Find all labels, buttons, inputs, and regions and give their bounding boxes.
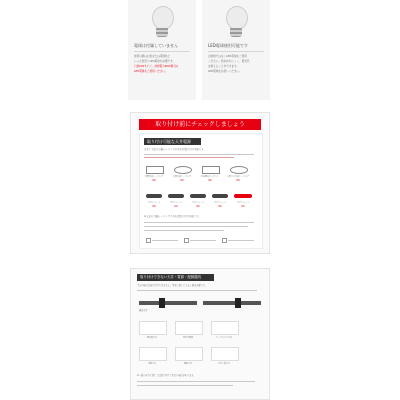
- ok-tag: OK: [152, 179, 156, 182]
- rail-label: ダクトレール: [148, 202, 160, 204]
- check-note: ※上記の引掛シーリングであれば取り付け可能です。: [144, 215, 201, 218]
- light-bulb-icon: [226, 6, 248, 30]
- check-intro: 天井に下記の引掛シーリングがあれば取り付け可能です。: [144, 148, 206, 151]
- ceiling-fitting-icon: [174, 166, 192, 174]
- card-text-line: LED電球をお使いください。: [208, 70, 242, 73]
- text-line: [144, 222, 254, 223]
- card-text-line-red: 口金E26サイズ、消費電力60W相当の: [134, 65, 179, 68]
- fitting-label: 丸型フル引掛シーリング: [227, 176, 249, 178]
- ng-item-illustration: [139, 321, 167, 335]
- ng-item-illustration: [175, 321, 203, 335]
- check-banner: 取り付け前にチェックしましょう: [139, 119, 261, 130]
- ng-item-label: ワークライン天井: [216, 337, 232, 339]
- ok-tag: OK: [208, 179, 212, 182]
- ng-item-label: ボタン型天井: [217, 363, 230, 365]
- fitting-label: 丸型引掛シーリング: [173, 176, 191, 178]
- rail-label: 傾斜天井: [139, 309, 148, 312]
- ceiling-fitting-icon: [230, 166, 248, 174]
- rail-label: ダクトレール: [170, 202, 182, 204]
- checkbox-icon: [146, 238, 151, 243]
- rail-plug-icon: [235, 298, 241, 308]
- ceiling-fitting-icon: [146, 166, 164, 174]
- card-title: 電球は付属していません: [134, 43, 178, 48]
- duct-rail-icon: [212, 194, 228, 198]
- ng-banner: 取り付けできない天井・電源・配線器具: [137, 274, 214, 281]
- card-no-bulb: [128, 0, 196, 100]
- ceiling-fitting-icon: [202, 166, 220, 174]
- ok-tag: OK: [236, 179, 240, 182]
- rail-illustration-1: [139, 301, 197, 305]
- ng-item-illustration: [139, 347, 167, 361]
- rail-label: ダクトレール: [237, 202, 249, 204]
- ng-item-illustration: [211, 321, 239, 335]
- card-title: LED電球使用可能です: [208, 43, 248, 48]
- text-line: [152, 240, 178, 241]
- check-inner-panel: [139, 133, 263, 249]
- bulb-base-icon: [230, 28, 242, 37]
- rail-label: ダクトレール: [192, 202, 204, 204]
- rail-label: ダクトレール: [214, 202, 226, 204]
- ok-tag: OK: [196, 205, 200, 208]
- text-line: [144, 230, 224, 231]
- ok-tag: OK: [180, 179, 184, 182]
- ng-item-illustration: [175, 347, 203, 361]
- duct-rail-icon: [234, 194, 252, 198]
- ng-item-label: 傾斜天井: [183, 363, 192, 365]
- text-line: [144, 226, 248, 227]
- duct-rail-icon: [190, 194, 206, 198]
- divider: [208, 51, 264, 52]
- text-line: [137, 385, 233, 386]
- fitting-label: 引掛埋込ローゼット: [201, 176, 219, 178]
- bulb-base-icon: [156, 28, 168, 37]
- card-text-line: 使用の際は白色または電球色と: [134, 55, 171, 58]
- text-line: [190, 240, 216, 241]
- ng-section: [130, 268, 270, 400]
- ok-tag: OK: [174, 205, 178, 208]
- check-sub-banner: 取り付け可能な天井電源: [144, 138, 201, 145]
- fitting-label: 角型引掛シーリング: [145, 176, 163, 178]
- ng-item-label: 直付け配線: [182, 337, 193, 339]
- text-line: [228, 240, 254, 241]
- rail-plug-icon: [159, 298, 165, 308]
- card-text-line: ください。熱を持ちにくく、電気代: [208, 60, 250, 63]
- card-text-line: いった別売りLED電球が必要です。: [134, 60, 176, 63]
- card-led-ok: [202, 0, 270, 100]
- light-bulb-icon: [152, 6, 174, 30]
- check-section: [130, 112, 270, 254]
- ng-item-label: 埋込型天井: [146, 337, 157, 339]
- text-line-red: [144, 157, 234, 158]
- text-line: [137, 290, 257, 291]
- checkbox-icon: [184, 238, 189, 243]
- card-text-line-red: LED電球をご使用ください。: [134, 70, 168, 73]
- card-text-line: 白熱球ではなくLED電球をご使用: [208, 55, 247, 58]
- ng-note: ※一部の天井に関しては取り付けできない場合があります。: [137, 374, 196, 377]
- text-line: [137, 381, 255, 382]
- rail-illustration-2: [203, 301, 261, 305]
- duct-rail-icon: [168, 194, 184, 198]
- checkbox-icon: [222, 238, 227, 243]
- ok-tag: OK: [218, 205, 222, 208]
- ng-item-illustration: [211, 347, 239, 361]
- text-line: [144, 154, 254, 155]
- duct-rail-icon: [146, 194, 162, 198]
- ok-tag: OK: [241, 205, 245, 208]
- ok-tag: OK: [152, 205, 156, 208]
- divider: [134, 51, 190, 52]
- card-text-line: を抑えることができます。: [208, 65, 239, 68]
- ng-intro: 下記の場合は取り付けできません。電気工事士による工事が必要です。: [137, 284, 207, 287]
- ng-item-label: 化粧天井: [147, 363, 156, 365]
